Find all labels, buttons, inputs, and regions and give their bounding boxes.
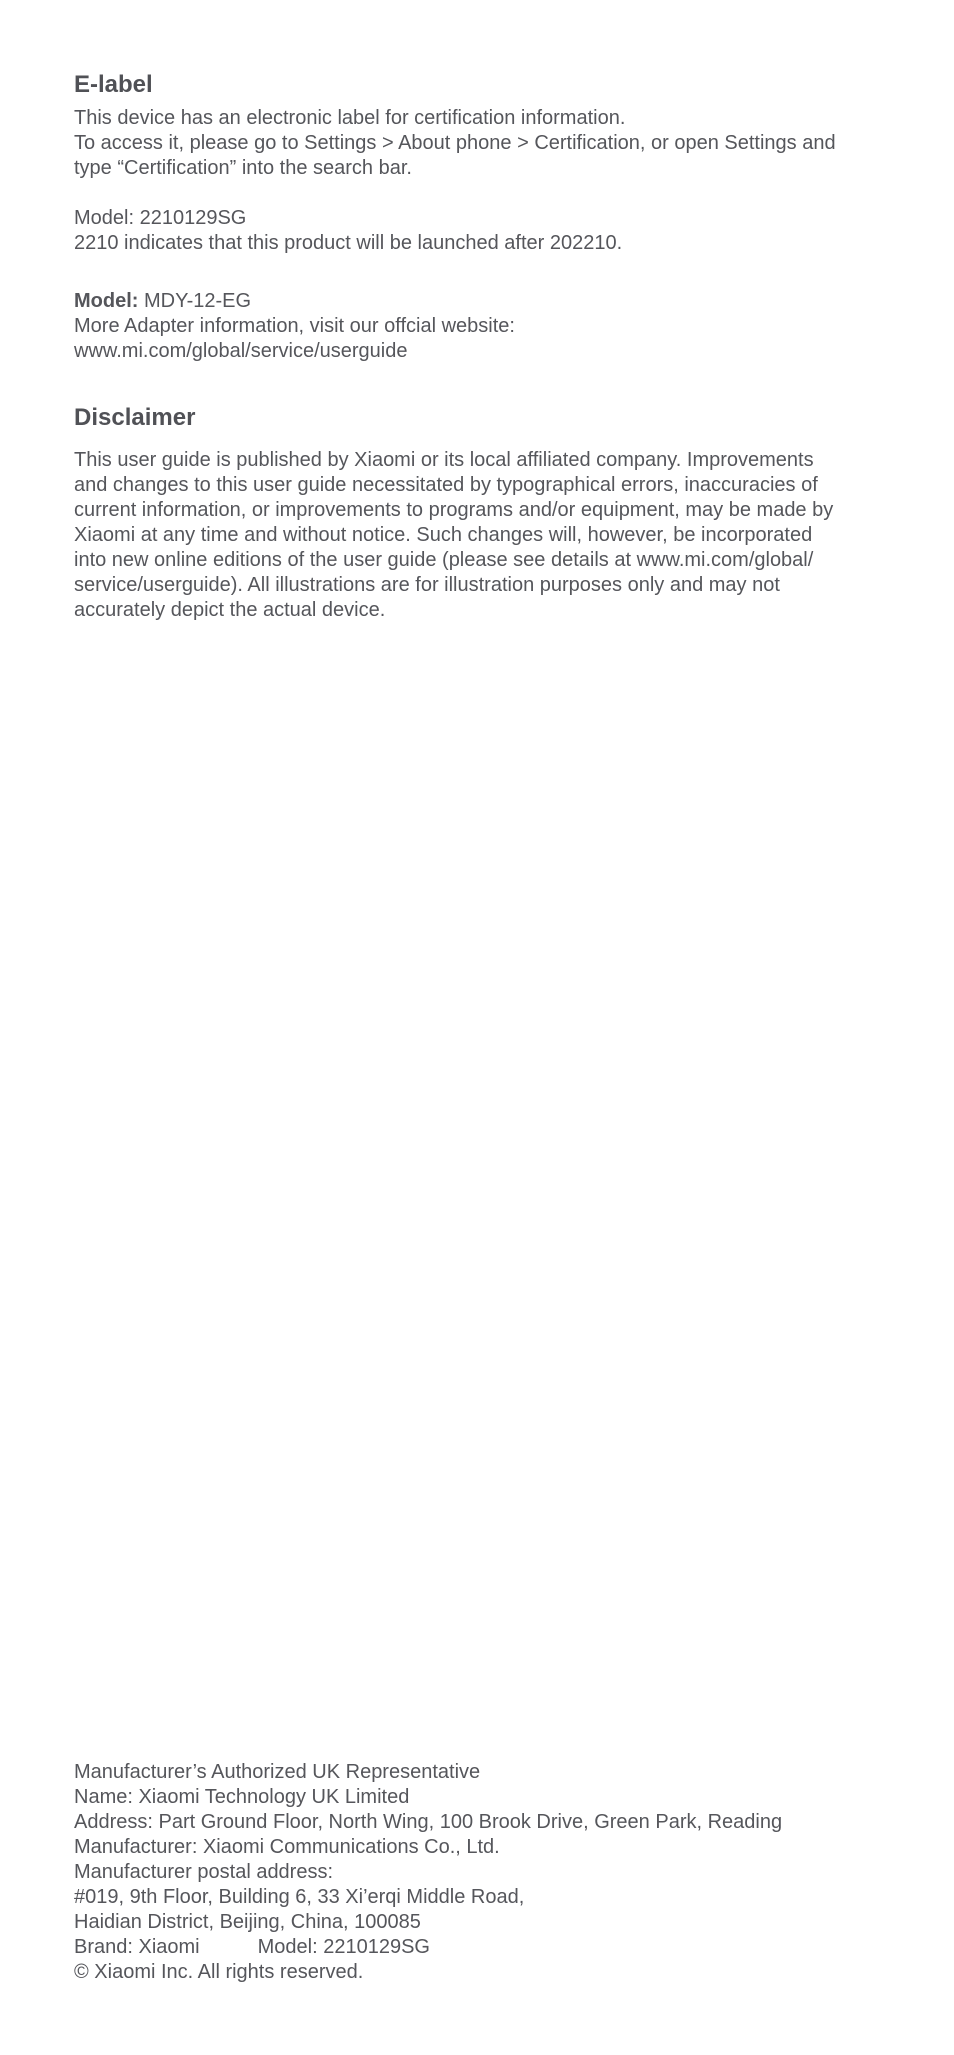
uk-rep-title: Manufacturer’s Authorized UK Representative — [74, 1761, 481, 1783]
elabel-body — [74, 106, 836, 181]
uk-rep-name: Name: Xiaomi Technology UK Limited — [74, 1786, 410, 1808]
disclaimer-line: This user guide is published by Xiaomi or its local affiliated company. Improvements — [74, 449, 814, 471]
disclaimer-line: service/userguide). All illustrations are for illustration purposes only and may not — [74, 574, 780, 596]
model-line: Model: 2210129SG — [74, 207, 247, 229]
manufacturer-footer — [74, 1760, 782, 1985]
elabel-line: type “Certification” into the search bar. — [74, 157, 412, 179]
uk-rep-address: Address: Part Ground Floor, North Wing, 100 Brook Drive, Green Park, Reading — [74, 1811, 783, 1833]
disclaimer-body — [74, 448, 894, 623]
adapter-model-label: Model: — [74, 290, 139, 312]
brand-model: Model: 2210129SG — [257, 1936, 430, 1958]
disclaimer-line: into new online editions of the user guide (please see details at www.mi.com/global/ — [74, 549, 814, 571]
postal-label: Manufacturer postal address: — [74, 1861, 334, 1883]
adapter-model-line — [74, 289, 515, 314]
disclaimer-line: and changes to this user guide necessitated by typographical errors, inaccuracies of — [74, 474, 818, 496]
model-block — [74, 206, 622, 256]
disclaimer-heading: Disclaimer — [74, 404, 196, 431]
elabel-heading: E-label — [74, 71, 153, 98]
brand-model-line — [74, 1935, 782, 1960]
disclaimer-line: accurately depict the actual device. — [74, 599, 386, 621]
adapter-model-value: MDY-12-EG — [138, 290, 252, 312]
postal-line: Haidian District, Beijing, China, 100085 — [74, 1911, 421, 1933]
adapter-block — [74, 289, 515, 364]
copyright: © Xiaomi Inc. All rights reserved. — [74, 1961, 364, 1983]
manufacturer-name: Manufacturer: Xiaomi Communications Co., Ltd. — [74, 1836, 500, 1858]
disclaimer-line: Xiaomi at any time and without notice. Such changes will, however, be incorporated — [74, 524, 813, 546]
elabel-line: To access it, please go to Settings > About phone > Certification, or open Settings and — [74, 132, 836, 154]
brand: Brand: Xiaomi — [74, 1936, 200, 1958]
disclaimer-line: current information, or improvements to programs and/or equipment, may be made by — [74, 499, 834, 521]
elabel-line: This device has an electronic label for certification information. — [74, 107, 626, 129]
model-note: 2210 indicates that this product will be launched after 202210. — [74, 232, 623, 254]
adapter-website: www.mi.com/global/service/userguide — [74, 340, 408, 362]
postal-line: #019, 9th Floor, Building 6, 33 Xi’erqi Middle Road, — [74, 1886, 525, 1908]
adapter-info: More Adapter information, visit our offcial website: — [74, 315, 515, 337]
